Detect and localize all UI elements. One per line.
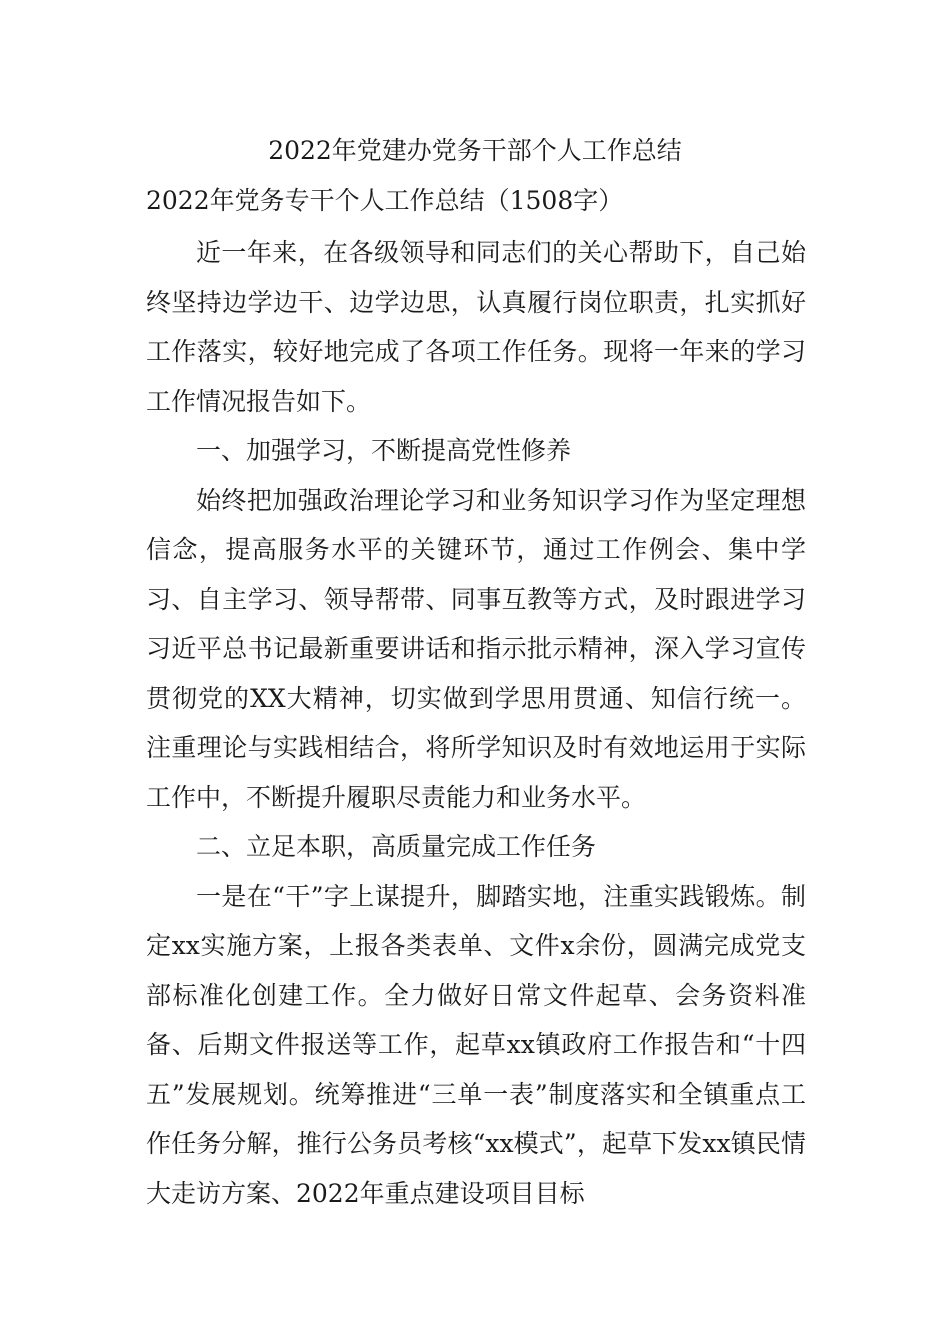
section-heading-2: 二、立足本职，高质量完成工作任务 [196,832,597,861]
intro-paragraph: 近一年来，在各级领导和同志们的关心帮助下，自己始终坚持边学边干、边学边思，认真履行岗位职责，扎实抓好工作落实，较好地完成了各项工作任务。现将一年来的学习工作情况报告如下。 [146,238,806,416]
document-title: 2022年党建办党务干部个人工作总结 [268,136,682,165]
section-heading-1: 一、加强学习，不断提高党性修养 [196,436,572,465]
section-2-paragraph: 一是在“干”字上谋提升，脚踏实地，注重实践锻炼。制定xx实施方案，上报各类表单、文件x余份，圆满完成党支部标准化创建工作。全力做好日常文件起草、会务资料准备、后期文件报送等工作，起草xx镇政府工作报告和“十四五”发展规划。统筹推进“三单一表”制度落实和全镇重点工作任务分解，推行公务员考核“xx模式”，起草下发xx镇民情大走访方案、2022年重点建设项目目标 [146,881,806,1208]
section-1-paragraph: 始终把加强政治理论学习和业务知识学习作为坚定理想信念，提高服务水平的关键环节，通过工作例会、集中学习、自主学习、领导帮带、同事互教等方式，及时跟进学习习近平总书记最新重要讲话和指示批示精神，深入学习宣传贯彻党的XX大精神，切实做到学思用贯通、知信行统一。注重理论与实践相结合，将所学知识及时有效地运用于实际工作中，不断提升履职尽责能力和业务水平。 [146,485,806,812]
document-body [146,228,806,1218]
document-subtitle: 2022年党务专干个人工作总结（1508字） [146,186,624,215]
